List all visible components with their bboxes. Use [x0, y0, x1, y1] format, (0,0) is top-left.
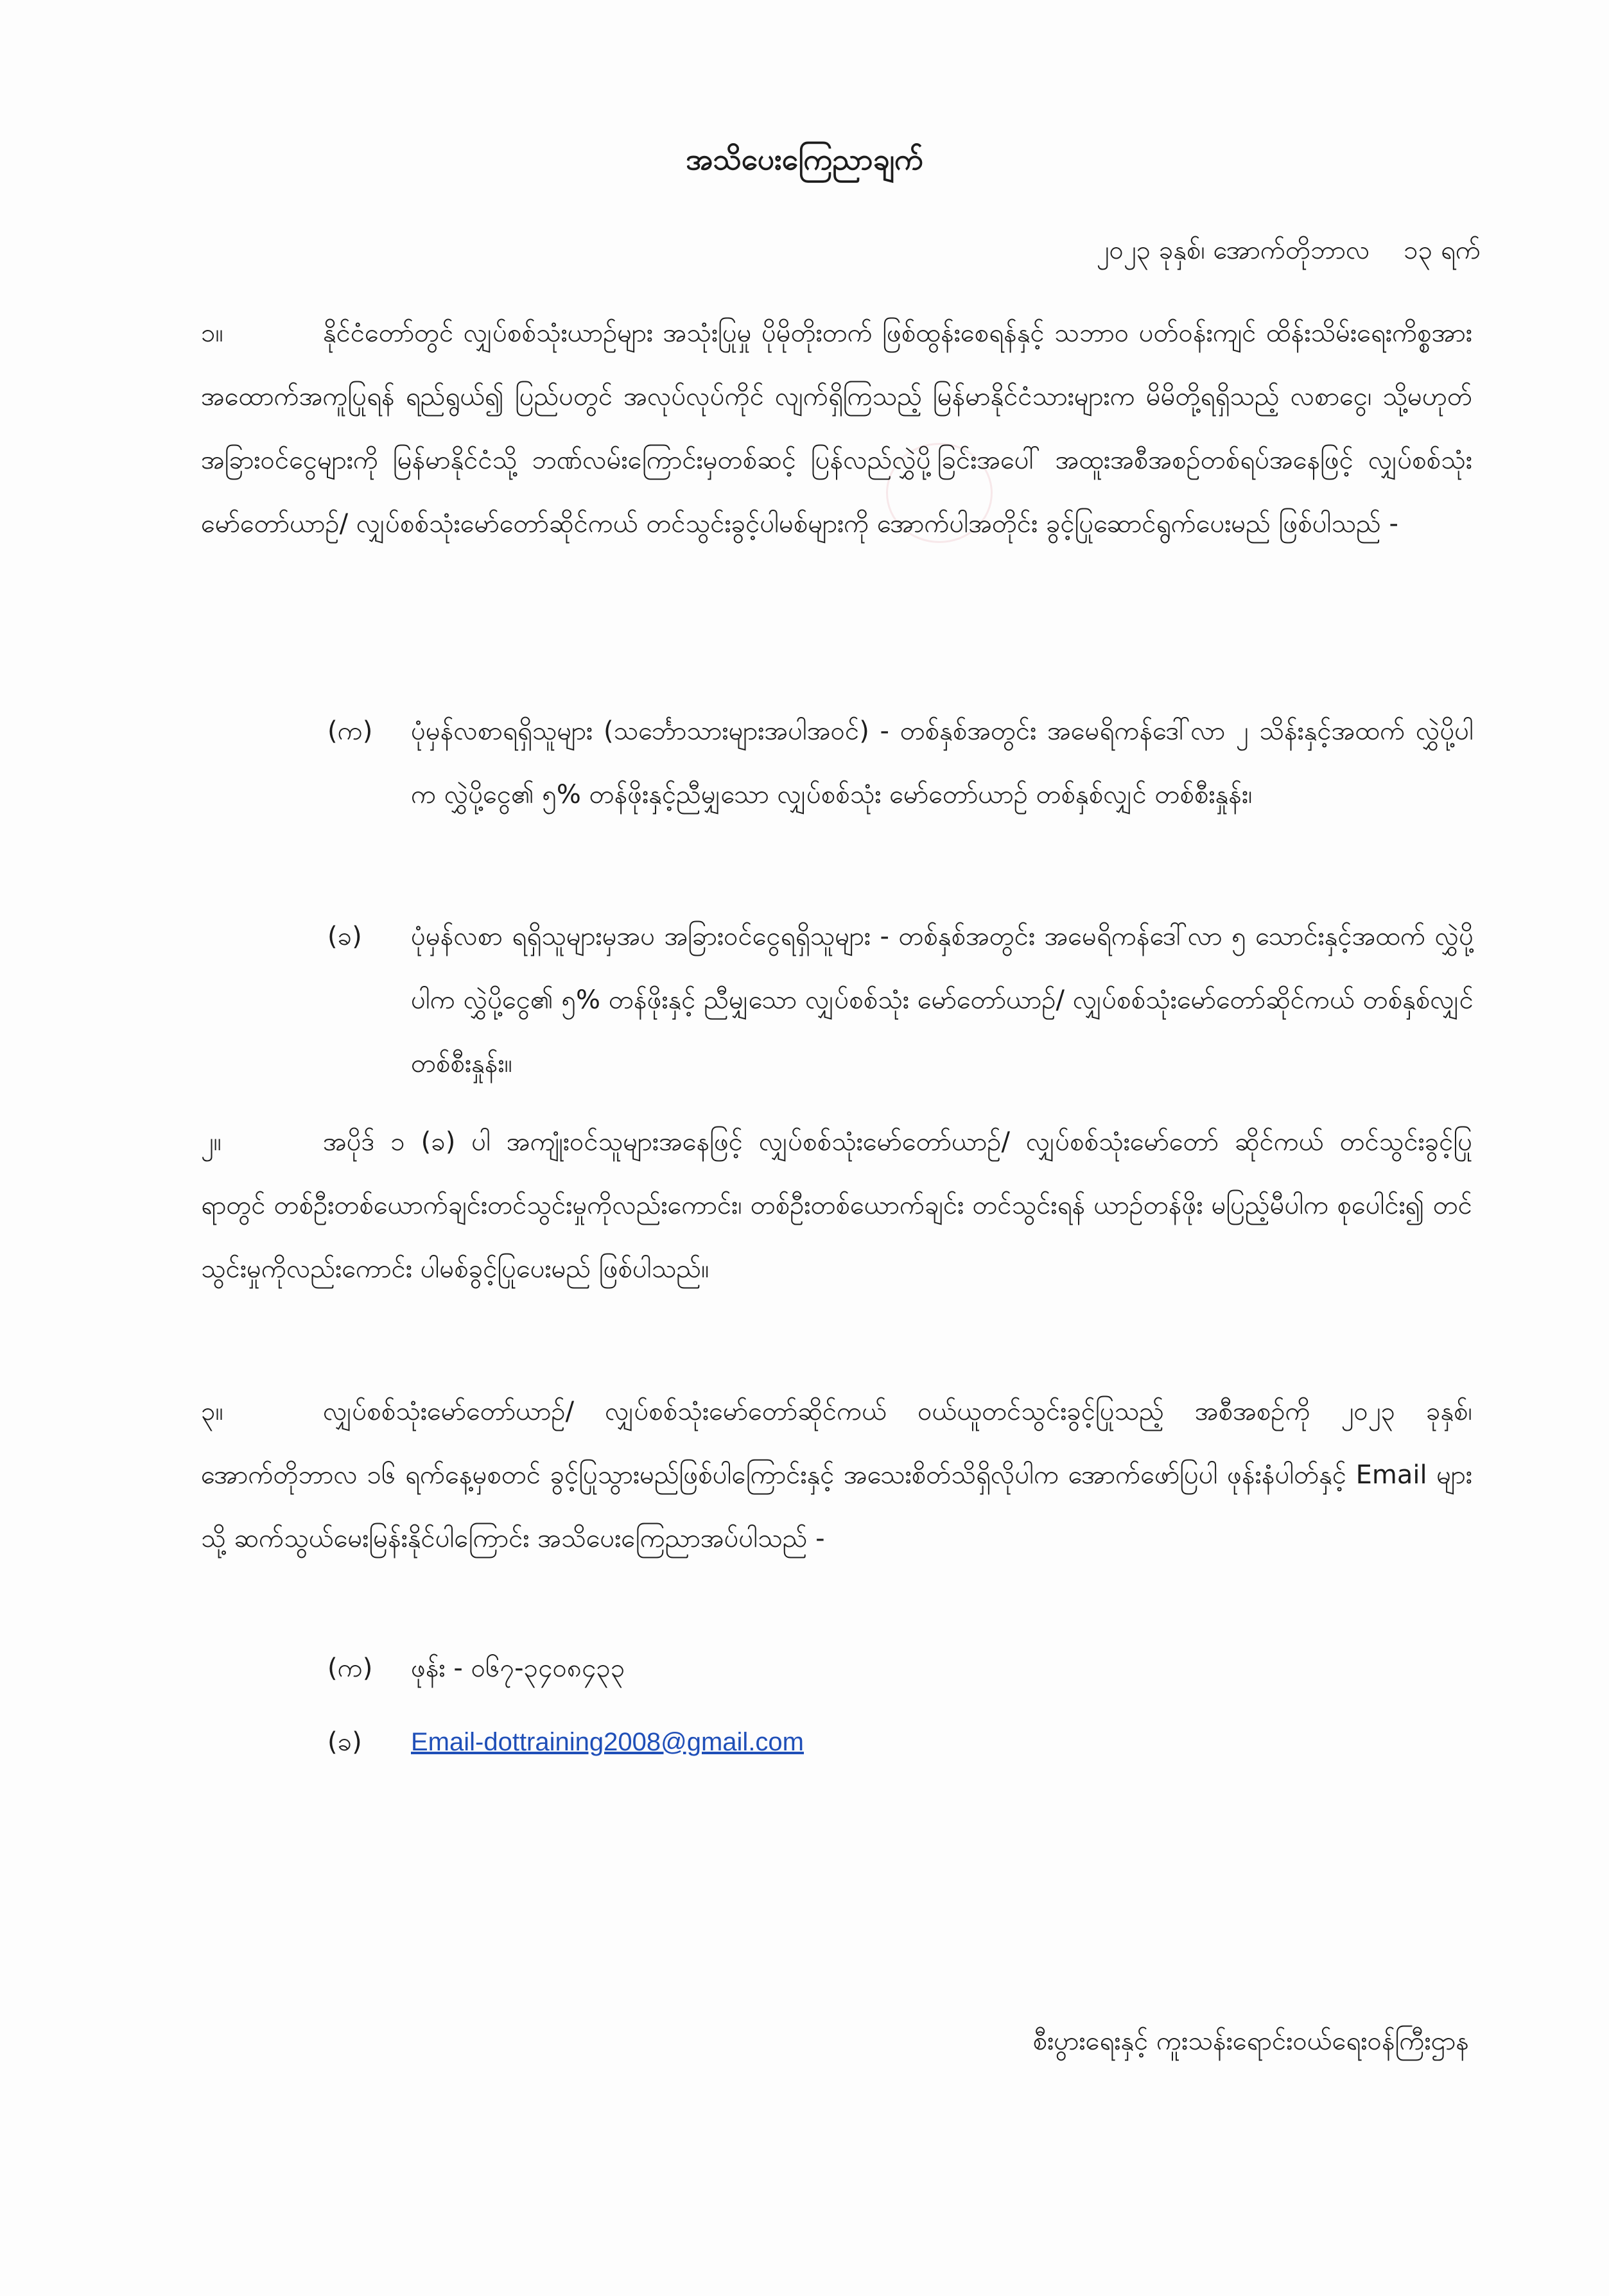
- list-item-b: [327, 905, 1474, 1096]
- paragraph-1: [201, 302, 1472, 556]
- issuing-ministry-signature: စီးပွားရေးနှင့် ကူးသန်းရောင်းဝယ်ရေးဝန်ကြီးဌာန: [1032, 2026, 1469, 2056]
- date-month-year: ၂၀၂၃ ခုနှစ်၊ အောက်တိုဘာလ: [1096, 236, 1370, 265]
- contact-phone-text: ဖုန်း - ၀၆၇-၃၄၀၈၄၃၃: [411, 1653, 625, 1683]
- list-item-a-text: ပုံမှန်လစာရရှိသူများ (သင်္ဘောသားများအပါအဝင်) - တစ်နှစ်အတွင်း အမေရိကန်ဒေါ်လာ ၂ သိန်းနှင့်အထက် လွှဲပို့ပါက လွှဲပို့ငွေ၏ ၅% တန်ဖိုးနှင့်ညီမျှသော လျှပ်စစ်သုံး မော်တော်ယာဉ် တစ်နှစ်လျှင် တစ်စီးနှုန်း၊: [411, 716, 1474, 809]
- paragraph-2-text: အပိုဒ် ၁ (ခ) ပါ အကျုံးဝင်သူများအနေဖြင့် လျှပ်စစ်သုံးမော်တော်ယာဉ်/ လျှပ်စစ်သုံးမော်တော် ဆိုင်ကယ် တင်သွင်းခွင့်ပြုရာတွင် တစ်ဦးတစ်ယောက်ချင်းတင်သွင်းမှုကိုလည်းကောင်း၊ တစ်ဦးတစ်ယောက်ချင်း တင်သွင်းရန် ယာဉ်တန်ဖိုး မပြည့်မီပါက စုပေါင်း၍ တင်သွင်းမှုကိုလည်းကောင်း ပါမစ်ခွင့်ပြုပေးမည် ဖြစ်ပါသည်။: [201, 1127, 1472, 1284]
- list-item-b-marker: (ခ): [327, 922, 362, 951]
- paragraph-3-number: ၃။: [201, 1397, 223, 1426]
- paragraph-3-text: လျှပ်စစ်သုံးမော်တော်ယာဉ်/ လျှပ်စစ်သုံးမော်တော်ဆိုင်ကယ် ဝယ်ယူတင်သွင်းခွင့်ပြုသည့် အစီအစဉ်ကို ၂၀၂၃ ခုနှစ်၊ အောက်တိုဘာလ ၁၆ ရက်နေ့မှစတင် ခွင့်ပြုသွားမည်ဖြစ်ပါကြောင်းနှင့် အသေးစိတ်သိရှိလိုပါက အောက်ဖော်ပြပါ ဖုန်းနံပါတ်နှင့် Email များသို့ ဆက်သွယ်မေးမြန်းနိုင်ပါကြောင်း အသိပေးကြေညာအပ်ပါသည် -: [201, 1397, 1472, 1553]
- contact-email-marker: (ခ): [327, 1727, 362, 1757]
- paragraph-2: [201, 1110, 1472, 1301]
- document-title: အသိပေးကြေညာချက်: [686, 142, 923, 177]
- paragraph-1-text: နိုင်ငံတော်တွင် လျှပ်စစ်သုံးယာဉ်များ အသုံးပြုမှု ပိုမိုတိုးတက် ဖြစ်ထွန်းစေရန်နှင့် သဘာဝ ပတ်ဝန်းကျင် ထိန်းသိမ်းရေးကိစ္စအား အထောက်အကူပြုရန် ရည်ရွယ်၍ ပြည်ပတွင် အလုပ်လုပ်ကိုင် လျက်ရှိကြသည့် မြန်မာနိုင်ငံသားများက မိမိတို့ရရှိသည့် လစာငွေ၊ သို့မဟုတ် အခြားဝင်ငွေများကို မြန်မာနိုင်ငံသို့ ဘဏ်လမ်းကြောင်းမှတစ်ဆင့် ပြန်လည်လွှဲပို့ခြင်းအပေါ် အထူးအစီအစဉ်တစ်ရပ်အနေဖြင့် လျှပ်စစ်သုံးမော်တော်ယာဉ်/ လျှပ်စစ်သုံးမော်တော်ဆိုင်ကယ် တင်သွင်းခွင့်ပါမစ်များကို အောက်ပါအတိုင်း ခွင့်ပြုဆောင်ရွက်ပေးမည် ဖြစ်ပါသည် -: [201, 318, 1472, 539]
- contact-email: [327, 1711, 1474, 1774]
- contact-phone: [327, 1637, 1474, 1700]
- date-day: ၁၃ ရက်: [1404, 236, 1481, 265]
- paragraph-1-number: ၁။: [201, 318, 223, 348]
- list-item-b-text: ပုံမှန်လစာ ရရှိသူများမှအပ အခြားဝင်ငွေရရှိသူများ - တစ်နှစ်အတွင်း အမေရိကန်ဒေါ်လာ ၅ သောင်းနှင့်အထက် လွှဲပို့ပါက လွှဲပို့ငွေ၏ ၅% တန်ဖိုးနှင့် ညီမျှသော လျှပ်စစ်သုံး မော်တော်ယာဉ်/ လျှပ်စစ်သုံးမော်တော်ဆိုင်ကယ် တစ်နှစ်လျှင် တစ်စီးနှုန်း။: [411, 922, 1474, 1078]
- list-item-a-marker: (က): [327, 716, 373, 746]
- document-date: [1071, 231, 1481, 270]
- paragraph-3: [201, 1380, 1472, 1571]
- paragraph-2-number: ၂။: [201, 1127, 222, 1157]
- email-link[interactable]: Email-dottraining2008@gmail.com: [411, 1728, 804, 1756]
- list-item-a: [327, 700, 1474, 827]
- contact-phone-marker: (က): [327, 1653, 373, 1683]
